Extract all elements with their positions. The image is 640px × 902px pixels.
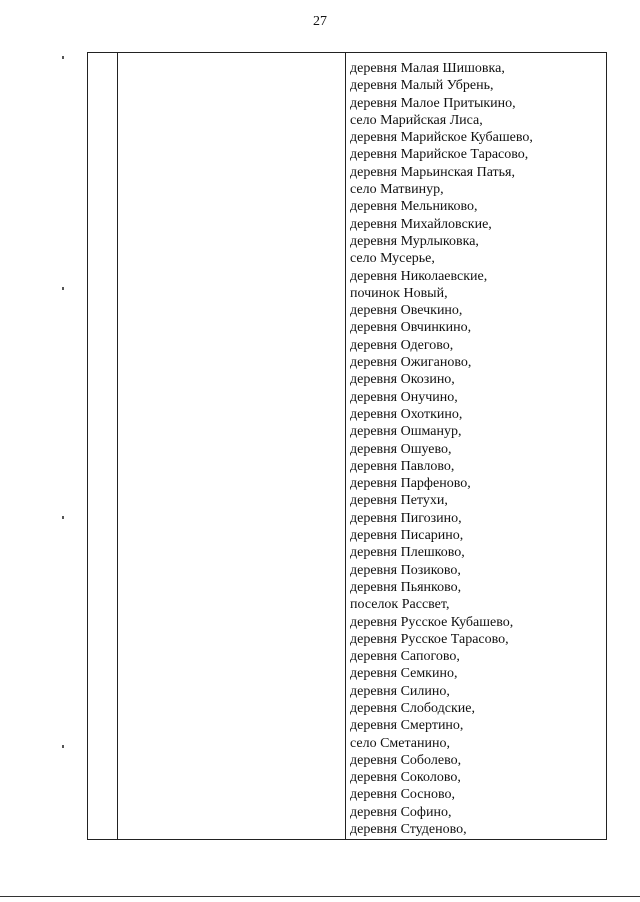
settlement-entry: поселок Рассвет, bbox=[350, 597, 450, 613]
settlement-entry: деревня Пигозино, bbox=[350, 510, 462, 526]
page-footer-rule bbox=[0, 896, 640, 897]
settlement-entry: деревня Ожиганово, bbox=[350, 355, 472, 371]
settlement-entry: деревня Смертино, bbox=[350, 718, 464, 734]
page-number: 27 bbox=[313, 14, 327, 29]
settlement-entry: деревня Сосново, bbox=[350, 787, 455, 803]
settlement-entry: деревня Овчинкино, bbox=[350, 320, 472, 336]
scan-mark bbox=[62, 287, 64, 290]
settlement-entry: деревня Николаевские, bbox=[350, 268, 488, 284]
settlement-entry: деревня Софино, bbox=[350, 804, 452, 820]
settlement-entry: деревня Соболево, bbox=[350, 752, 462, 768]
table-column-divider bbox=[345, 53, 346, 839]
settlement-entry: деревня Марьинская Патья, bbox=[350, 164, 515, 180]
settlement-entry: деревня Малый Убрень, bbox=[350, 78, 494, 94]
settlement-entry: деревня Малая Шишовка, bbox=[350, 61, 505, 76]
settlement-entry: деревня Позиково, bbox=[350, 562, 461, 578]
settlement-entry: деревня Марийское Тарасово, bbox=[350, 147, 529, 163]
settlement-entry: деревня Силино, bbox=[350, 683, 450, 699]
settlement-entry: деревня Малое Притыкино, bbox=[350, 95, 516, 111]
table-column-divider bbox=[117, 53, 118, 839]
settlement-entry: деревня Петухи, bbox=[350, 493, 448, 509]
settlement-entry: село Мусерье, bbox=[350, 251, 435, 267]
settlement-entry: деревня Писарино, bbox=[350, 528, 464, 544]
settlement-entry: деревня Слободские, bbox=[350, 700, 475, 716]
settlement-entry: починок Новый, bbox=[350, 285, 448, 301]
settlement-entry: деревня Окозино, bbox=[350, 372, 455, 388]
settlement-entry: деревня Охоткино, bbox=[350, 406, 463, 422]
settlement-entry: деревня Ошманур, bbox=[350, 424, 462, 440]
settlement-entry: деревня Студеново, bbox=[350, 822, 467, 838]
settlement-entry: деревня Семкино, bbox=[350, 666, 458, 682]
settlement-entry: деревня Одегово, bbox=[350, 337, 454, 353]
settlement-entry: деревня Павлово, bbox=[350, 458, 455, 474]
scan-mark bbox=[62, 56, 64, 59]
settlement-entry: деревня Овечкино, bbox=[350, 303, 463, 319]
settlement-entry: деревня Плешково, bbox=[350, 545, 465, 561]
settlement-entry: деревня Русское Кубашево, bbox=[350, 614, 514, 630]
scan-mark bbox=[62, 516, 64, 519]
settlement-entry: деревня Михайловские, bbox=[350, 216, 492, 232]
settlement-entry: село Матвинур, bbox=[350, 182, 444, 198]
settlement-entry: деревня Парфеново, bbox=[350, 476, 471, 492]
settlement-entry: деревня Пьянково, bbox=[350, 579, 462, 595]
settlement-entry: деревня Соколово, bbox=[350, 770, 461, 786]
settlement-entry: деревня Онучино, bbox=[350, 389, 458, 405]
settlement-entry: деревня Мурлыковка, bbox=[350, 233, 479, 249]
settlement-entry: деревня Марийское Кубашево, bbox=[350, 130, 533, 146]
settlements-list bbox=[350, 60, 533, 838]
settlement-entry: деревня Мельниково, bbox=[350, 199, 478, 215]
settlement-entry: село Марийская Лиса, bbox=[350, 112, 483, 128]
settlement-entry: село Сметанино, bbox=[350, 735, 450, 751]
settlement-entry: деревня Русское Тарасово, bbox=[350, 631, 509, 647]
settlement-entry: деревня Ошуево, bbox=[350, 441, 452, 457]
settlements-table bbox=[87, 52, 607, 840]
scan-mark bbox=[62, 745, 64, 748]
settlement-entry: деревня Сапогово, bbox=[350, 649, 460, 665]
